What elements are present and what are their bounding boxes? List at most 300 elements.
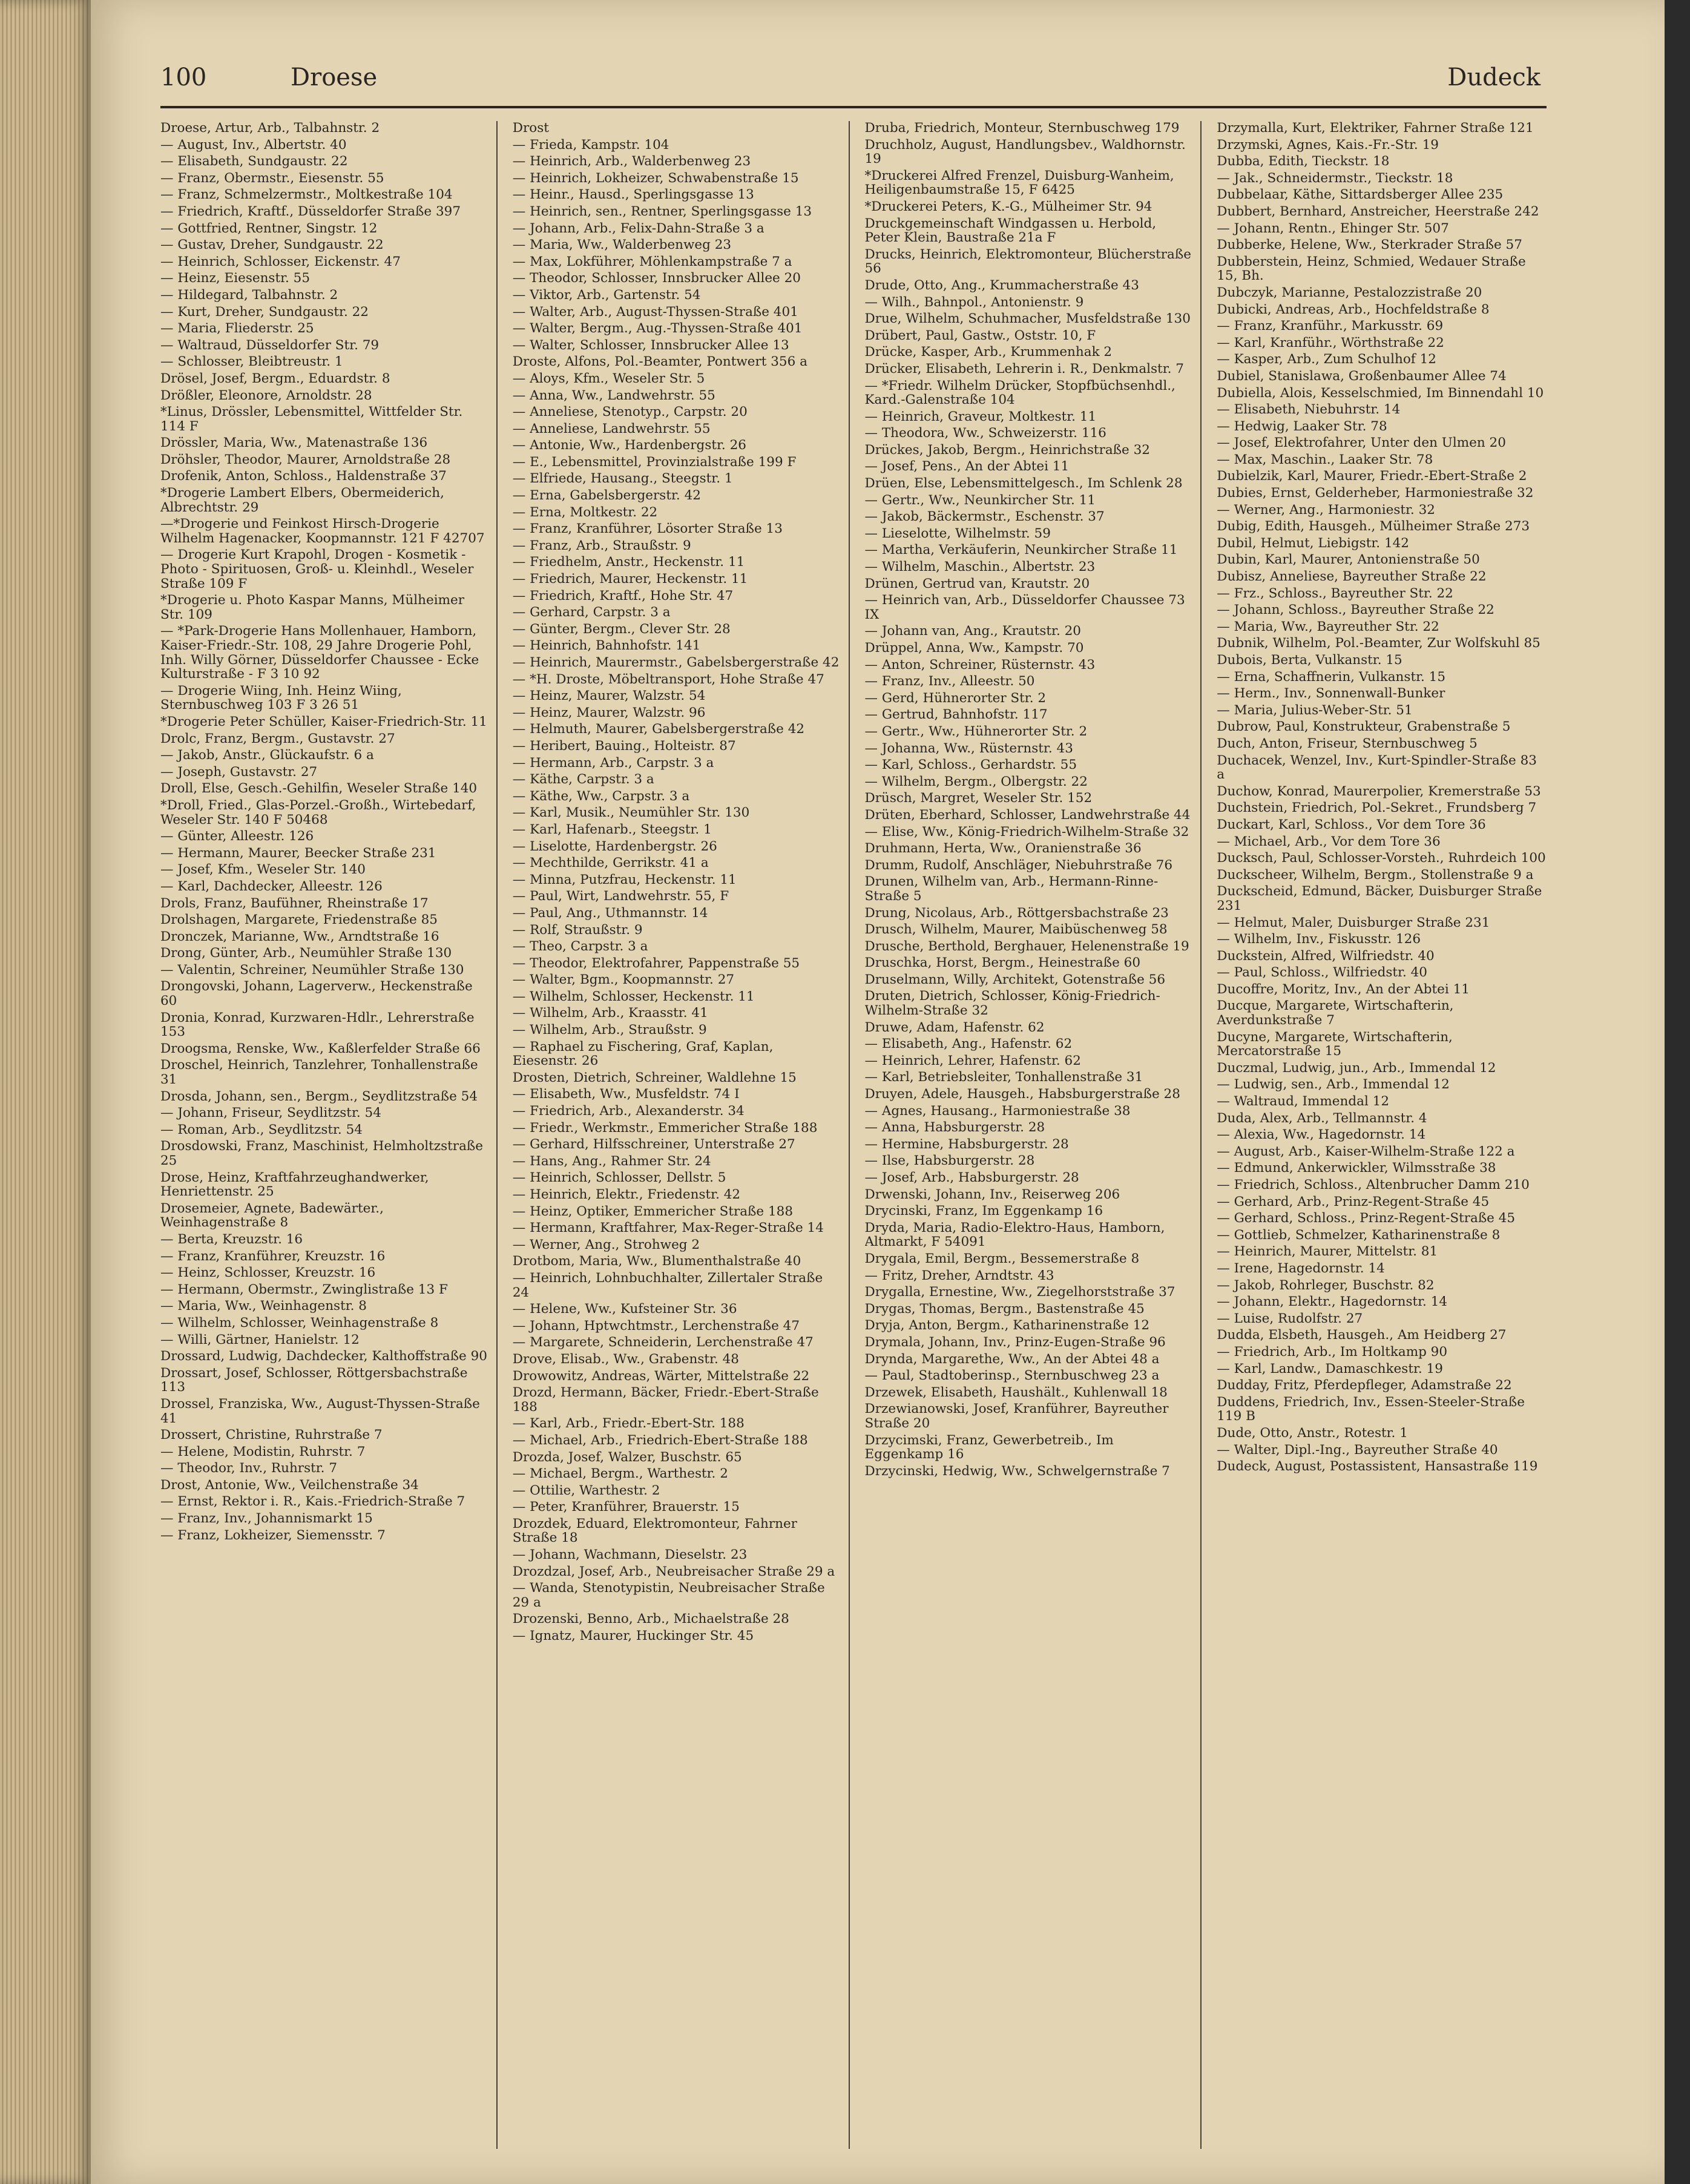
directory-entry: — Johann, Hptwchtmstr., Lerchenstraße 47: [512, 1318, 800, 1334]
directory-entry: Druchholz, August, Handlungsbev., Waldhornstr. 19: [864, 137, 1186, 167]
directory-entry: Drucks, Heinrich, Elektromonteur, Blücherstraße 56: [864, 246, 1191, 277]
directory-entry: Ducksch, Paul, Schlosser-Vorsteh., Ruhrdeich 100: [1217, 850, 1546, 866]
directory-entry: — Franz, Inv., Alleestr. 50: [864, 674, 1035, 689]
directory-entry: — Raphael zu Fischering, Graf, Kaplan, Eiesenstr. 26: [512, 1039, 774, 1069]
directory-entry: — Elisabeth, Ang., Hafenstr. 62: [864, 1036, 1073, 1052]
directory-entry: Drude, Otto, Ang., Krummacherstraße 43: [864, 277, 1139, 293]
directory-entry: — Friedrich, Maurer, Heckenstr. 11: [512, 571, 748, 587]
directory-entry: — Werner, Ang., Harmoniestr. 32: [1217, 502, 1435, 518]
directory-entry: Ducyne, Margarete, Wirtschafterin, Mercatorstraße 15: [1217, 1029, 1453, 1059]
directory-entry: — Jakob, Rohrleger, Buschstr. 82: [1217, 1277, 1435, 1293]
directory-entry: Drowowitz, Andreas, Wärter, Mittelstraße 22: [512, 1368, 810, 1384]
directory-entry: Dröhsler, Theodor, Maurer, Arnoldstraße 28: [160, 452, 451, 467]
directory-entry: Drzewek, Elisabeth, Haushält., Kuhlenwall 18: [864, 1384, 1168, 1400]
directory-entry: Drossart, Josef, Schlosser, Röttgersbachstraße 113: [160, 1365, 468, 1395]
directory-entry: Drücke, Kasper, Arb., Krummenhak 2: [864, 344, 1113, 360]
directory-entry: Duchow, Konrad, Maurerpolier, Kremerstraße 53: [1217, 783, 1541, 799]
directory-entry: Droese, Artur, Arb., Talbahnstr. 2: [160, 121, 380, 136]
directory-entry: — Heinz, Maurer, Walzstr. 96: [512, 705, 706, 720]
directory-entry: Drosemeier, Agnete, Badewärter., Weinhagenstraße 8: [160, 1200, 384, 1231]
directory-entry: — Erna, Gabelsbergerstr. 42: [512, 488, 701, 504]
directory-entry: — Antonie, Ww., Hardenbergstr. 26: [512, 438, 746, 453]
directory-entry: — Heinrich, Schlosser, Eickenstr. 47: [160, 254, 401, 269]
directory-entry: — Drogerie Wiing, Inh. Heinz Wiing, Sternbuschweg 103 F 3 26 51: [160, 683, 402, 713]
directory-entry: Drusch, Wilhelm, Maurer, Maibüschenweg 58: [864, 922, 1168, 938]
directory-entry: — Josef, Kfm., Weseler Str. 140: [160, 862, 366, 878]
directory-entry: Drynda, Margarethe, Ww., An der Abtei 48 a: [864, 1351, 1160, 1367]
directory-entry: — Friedrich, Arb., Alexanderstr. 34: [512, 1104, 745, 1119]
directory-entry: — Friedrich, Kraftf., Hohe Str. 47: [512, 588, 734, 604]
directory-entry: — Gertrud, Bahnhofstr. 117: [864, 707, 1048, 723]
directory-entry: — Aloys, Kfm., Weseler Str. 5: [512, 370, 705, 386]
directory-entry: — Werner, Ang., Strohweg 2: [512, 1237, 700, 1252]
directory-entry: — Heinrich, Bahnhofstr. 141: [512, 638, 701, 654]
directory-entry: Drößler, Eleonore, Arnoldstr. 28: [160, 387, 372, 403]
directory-entry: Duda, Alex, Arb., Tellmannstr. 4: [1217, 1110, 1427, 1126]
directory-entry: — Karl, Betriebsleiter, Tonhallenstraße 31: [864, 1070, 1143, 1085]
directory-entry: — Walter, Arb., August-Thyssen-Straße 401: [512, 304, 798, 320]
directory-entry: — Friedrich, Schloss., Altenbrucher Damm 210: [1217, 1177, 1530, 1192]
directory-entry: Drolc, Franz, Bergm., Gustavstr. 27: [160, 731, 395, 746]
directory-entry: — Johann van, Ang., Krautstr. 20: [864, 623, 1081, 639]
directory-entry: Dubba, Edith, Tieckstr. 18: [1217, 154, 1390, 169]
directory-entry: — Hermann, Obermstr., Zwinglistraße 13 F: [160, 1281, 448, 1297]
directory-entry: Drzymski, Agnes, Kais.-Fr.-Str. 19: [1217, 137, 1439, 153]
directory-entry: — Johann, Elektr., Hagedornstr. 14: [1217, 1294, 1448, 1310]
directory-entry: Drozda, Josef, Walzer, Buschstr. 65: [512, 1449, 742, 1465]
directory-entry: Drung, Nicolaus, Arb., Röttgersbachstraße 23: [864, 905, 1169, 921]
directory-entry: — Günter, Alleestr. 126: [160, 829, 314, 844]
directory-entry: Drongovski, Johann, Lagerverw., Heckenstraße 60: [160, 979, 473, 1009]
directory-entry: Dronczek, Marianne, Ww., Arndtstraße 16: [160, 929, 439, 944]
directory-entry: — Wilhelm, Inv., Fiskusstr. 126: [1217, 932, 1421, 947]
directory-entry: — August, Arb., Kaiser-Wilhelm-Straße 122 a: [1217, 1143, 1515, 1159]
directory-entry: Drumm, Rudolf, Anschläger, Niebuhrstraße 76: [864, 857, 1173, 873]
directory-entry: — Hermann, Kraftfahrer, Max-Reger-Straße 14: [512, 1220, 824, 1236]
directory-entry: Drong, Günter, Arb., Neumühler Straße 130: [160, 946, 452, 961]
directory-entry: — Friedrich, Kraftf., Düsseldorfer Straße 397: [160, 203, 461, 219]
directory-entry: — Karl, Kranführ., Wörthstraße 22: [1217, 335, 1444, 350]
directory-entry: — Maria, Ww., Walderbenweg 23: [512, 237, 732, 253]
directory-entry: — Karl, Arb., Friedr.-Ebert-Str. 188: [512, 1416, 745, 1432]
column-4: [1217, 121, 1553, 2149]
directory-entry: — Drogerie Kurt Krapohl, Drogen - Kosmetik - Photo - Spirituosen, Groß- u. Kleinhdl., Weseler Straße 109 F: [160, 547, 474, 591]
directory-entry: Dubberstein, Heinz, Schmied, Wedauer Straße 15, Bh.: [1217, 254, 1526, 284]
directory-entry: Drossel, Franziska, Ww., August-Thyssen-Straße 41: [160, 1396, 480, 1426]
directory-entry: Duckscheid, Edmund, Bäcker, Duisburger Straße 231: [1217, 884, 1542, 913]
directory-entry: Dudeck, August, Postassistent, Hansastraße 119: [1217, 1459, 1538, 1475]
directory-entry: Drzewianowski, Josef, Kranführer, Bayreuther Straße 20: [864, 1401, 1169, 1431]
directory-entry: — Willi, Gärtner, Hanielstr. 12: [160, 1332, 360, 1347]
directory-entry: — Heinz, Eiesenstr. 55: [160, 271, 311, 286]
directory-entry: Drüsch, Margret, Weseler Str. 152: [864, 791, 1093, 806]
directory-entry: Dubnik, Wilhelm, Pol.-Beamter, Zur Wolfskuhl 85: [1217, 636, 1540, 651]
directory-entry: Drücker, Elisabeth, Lehrerin i. R., Denkmalstr. 7: [864, 361, 1184, 377]
directory-entry: Drygalla, Ernestine, Ww., Ziegelhorststraße 37: [864, 1284, 1175, 1300]
directory-entry: — Gerhard, Schloss., Prinz-Regent-Straße 45: [1217, 1211, 1516, 1226]
directory-entry: — Ignatz, Maurer, Huckinger Str. 45: [512, 1628, 754, 1644]
directory-entry: Drückes, Jakob, Bergm., Heinrichstraße 32: [864, 442, 1150, 458]
directory-entry: — Joseph, Gustavstr. 27: [160, 764, 318, 780]
directory-entry: Dubberke, Helene, Ww., Sterkrader Straße 57: [1217, 237, 1522, 253]
directory-entry: Druten, Dietrich, Schlosser, König-Friedrich-Wilhelm-Straße 32: [864, 988, 1160, 1019]
directory-entry: — Max, Maschin., Laaker Str. 78: [1217, 452, 1433, 467]
directory-entry: — Waltraud, Immendal 12: [1217, 1094, 1390, 1110]
directory-entry: — Viktor, Arb., Gartenstr. 54: [512, 287, 701, 303]
directory-entry: Dubiella, Alois, Kesselschmied, Im Binnendahl 10: [1217, 385, 1544, 401]
directory-entry: — Walter, Schlosser, Innsbrucker Allee 13: [512, 337, 789, 353]
directory-entry: Dubielzik, Karl, Maurer, Friedr.-Ebert-Straße 2: [1217, 469, 1527, 484]
directory-entry: Drygala, Emil, Bergm., Bessemerstraße 8: [864, 1251, 1140, 1266]
directory-entry: — Johann, Wachmann, Dieselstr. 23: [512, 1547, 748, 1563]
directory-entry: — Anna, Ww., Landwehrstr. 55: [512, 387, 715, 403]
directory-entry: — Hermann, Arb., Carpstr. 3 a: [512, 755, 714, 771]
directory-entry: — Heinrich, Maurermstr., Gabelsbergerstraße 42: [512, 655, 840, 670]
directory-entry: *Druckerei Peters, K.-G., Mülheimer Str. 94: [864, 199, 1152, 214]
directory-entry: — Erna, Moltkestr. 22: [512, 504, 658, 520]
directory-entry: Dubil, Helmut, Liebigstr. 142: [1217, 535, 1409, 551]
directory-entry: Drygas, Thomas, Bergm., Bastenstraße 45: [864, 1301, 1145, 1317]
directory-entry: — Hildegard, Talbahnstr. 2: [160, 287, 338, 303]
directory-entry: — Gottlieb, Schmelzer, Katharinenstraße 8: [1217, 1227, 1501, 1243]
directory-entry: — Paul, Schloss., Wilfriedstr. 40: [1217, 965, 1427, 981]
left-running-head: Droese: [291, 64, 378, 91]
directory-entry: — Heinz, Optiker, Emmericher Straße 188: [512, 1203, 794, 1219]
directory-entry: — E., Lebensmittel, Provinzialstraße 199 F: [512, 454, 797, 470]
directory-entry: — Josef, Pens., An der Abtei 11: [864, 459, 1070, 475]
directory-entry: Droste, Alfons, Pol.-Beamter, Pontwert 356 a: [512, 354, 807, 370]
directory-entry: — Walter, Bergm., Aug.-Thyssen-Straße 401: [512, 321, 803, 337]
directory-entry: — Paul, Stadtoberinsp., Sternbuschweg 23 a: [864, 1368, 1160, 1384]
directory-entry: — Gertr., Ww., Neunkircher Str. 11: [864, 492, 1096, 508]
directory-entry: *Droll, Fried., Glas-Porzel.-Großh., Wirtebedarf, Weseler Str. 140 F 50468: [160, 797, 476, 827]
directory-entry: — Hans, Ang., Rahmer Str. 24: [512, 1153, 711, 1169]
directory-entry: Drzycinski, Hedwig, Ww., Schwelgernstraße 7: [864, 1463, 1170, 1479]
directory-entry: — Johann, Schloss., Bayreuther Straße 22: [1217, 602, 1494, 618]
directory-entry: — Heinrich, Lohnbuchhalter, Zillertaler Straße 24: [512, 1270, 823, 1300]
directory-entry: — Karl, Hafenarb., Steegstr. 1: [512, 821, 712, 837]
directory-entry: Druselmann, Willy, Architekt, Gotenstraße 56: [864, 972, 1166, 987]
directory-entry: Drycinski, Franz, Im Eggenkamp 16: [864, 1203, 1103, 1219]
directory-entry: — Josef, Elektrofahrer, Unter den Ulmen 20: [1217, 435, 1506, 451]
directory-entry: *Drogerie u. Photo Kaspar Manns, Mülheimer Str. 109: [160, 593, 465, 622]
directory-entry: — Irene, Hagedornstr. 14: [1217, 1260, 1385, 1276]
directory-entry: — Theodora, Ww., Schweizerstr. 116: [864, 426, 1106, 441]
directory-entry: — Peter, Kranführer, Brauerstr. 15: [512, 1499, 740, 1515]
directory-entry: — Franz, Kranführer, Kreuzstr. 16: [160, 1248, 386, 1264]
directory-entry: — Wilhelm, Schlosser, Heckenstr. 11: [512, 988, 755, 1004]
directory-columns: [160, 121, 1553, 2149]
directory-entry: — Helmuth, Maurer, Gabelsbergerstraße 42: [512, 722, 805, 737]
directory-entry: Drofenik, Anton, Schloss., Haldenstraße 37: [160, 469, 447, 484]
directory-entry: — Frieda, Kampstr. 104: [512, 137, 669, 153]
directory-entry: — Franz, Kranführ., Markusstr. 69: [1217, 318, 1444, 334]
directory-entry: — Roman, Arb., Seydlitzstr. 54: [160, 1122, 363, 1137]
directory-entry: — Josef, Arb., Habsburgerstr. 28: [864, 1170, 1079, 1185]
directory-entry: — Edmund, Ankerwickler, Wilmsstraße 38: [1217, 1160, 1496, 1176]
directory-entry: Duchstein, Friedrich, Pol.-Sekret., Frundsberg 7: [1217, 800, 1537, 816]
directory-entry: — Günter, Bergm., Clever Str. 28: [512, 621, 731, 637]
directory-entry: — Ilse, Habsburgerstr. 28: [864, 1153, 1035, 1169]
directory-entry: — August, Inv., Albertstr. 40: [160, 137, 347, 153]
directory-entry: — Hermine, Habsburgerstr. 28: [864, 1136, 1069, 1152]
column-2: [513, 121, 850, 2149]
directory-entry: Droschel, Heinrich, Tanzlehrer, Tonhallenstraße 31: [160, 1057, 478, 1088]
directory-entry: — Karl, Dachdecker, Alleestr. 126: [160, 878, 383, 894]
directory-entry: Dubbert, Bernhard, Anstreicher, Heerstraße 242: [1217, 203, 1539, 219]
directory-entry: Dryja, Anton, Bergm., Katharinenstraße 12: [864, 1318, 1150, 1334]
directory-entry: Dubrow, Paul, Konstrukteur, Grabenstraße 5: [1217, 719, 1511, 735]
directory-entry: — Johann, Rentn., Ehinger Str. 507: [1217, 220, 1449, 236]
directory-entry: Drössler, Maria, Ww., Matenastraße 136: [160, 435, 428, 451]
directory-entry: — Elisabeth, Sundgaustr. 22: [160, 154, 348, 169]
directory-entry: Drünen, Gertrud van, Krautstr. 20: [864, 576, 1090, 591]
directory-entry: Drozd, Hermann, Bäcker, Friedr.-Ebert-Straße 188: [512, 1385, 819, 1415]
directory-entry: — Gustav, Dreher, Sundgaustr. 22: [160, 237, 384, 253]
directory-entry: — Gerhard, Carpstr. 3 a: [512, 605, 671, 620]
directory-entry: — Walter, Dipl.-Ing., Bayreuther Straße 40: [1217, 1442, 1498, 1458]
directory-entry: Drüen, Else, Lebensmittelgesch., Im Schlenk 28: [864, 476, 1183, 492]
directory-entry: — Johann, Arb., Felix-Dahn-Straße 3 a: [512, 220, 764, 236]
directory-entry: — Gerd, Hühnerorter Str. 2: [864, 690, 1047, 706]
directory-entry: Drusche, Berthold, Berghauer, Helenenstraße 19: [864, 938, 1189, 954]
directory-entry: — Theodor, Elektrofahrer, Pappenstraße 55: [512, 955, 800, 971]
directory-entry: — Maria, Ww., Weinhagenstr. 8: [160, 1298, 367, 1314]
directory-entry: — Lieselotte, Wilhelmstr. 59: [864, 525, 1051, 541]
directory-entry: Ducoffre, Moritz, Inv., An der Abtei 11: [1217, 981, 1470, 997]
directory-entry: — Helmut, Maler, Duisburger Straße 231: [1217, 915, 1490, 930]
directory-entry: — Fritz, Dreher, Arndtstr. 43: [864, 1268, 1054, 1283]
directory-entry: Druhmann, Herta, Ww., Oranienstraße 36: [864, 841, 1142, 857]
directory-entry: — Helene, Ww., Kufsteiner Str. 36: [512, 1301, 737, 1317]
book-page-edges: [0, 0, 91, 2184]
directory-entry: — Friedrich, Arb., Im Holtkamp 90: [1217, 1344, 1448, 1360]
directory-entry: Drose, Heinz, Kraftfahrzeughandwerker, Henriettenstr. 25: [160, 1169, 429, 1200]
directory-entry: Dubin, Karl, Maurer, Antonienstraße 50: [1217, 552, 1480, 568]
directory-entry: — Maria, Julius-Weber-Str. 51: [1217, 702, 1413, 718]
directory-entry: Drüppel, Anna, Ww., Kampstr. 70: [864, 640, 1084, 656]
directory-entry: — Friedhelm, Anstr., Heckenstr. 11: [512, 554, 745, 570]
directory-entry: — Karl, Landw., Damaschkestr. 19: [1217, 1361, 1443, 1377]
directory-entry: — Franz, Obermstr., Eiesenstr. 55: [160, 170, 384, 186]
directory-entry: — Maria, Ww., Bayreuther Str. 22: [1217, 619, 1439, 634]
directory-entry: — Franz, Arb., Straußstr. 9: [512, 538, 691, 553]
directory-entry: Dubczyk, Marianne, Pestalozzistraße 20: [1217, 285, 1482, 300]
directory-entry: — Theodor, Schlosser, Innsbrucker Allee 20: [512, 271, 801, 286]
directory-entry: Druckgemeinschaft Windgassen u. Herbold, Peter Klein, Baustraße 21a F: [864, 215, 1157, 246]
directory-entry: Dubisz, Anneliese, Bayreuther Straße 22: [1217, 569, 1487, 585]
directory-entry: Dude, Otto, Anstr., Rotestr. 1: [1217, 1425, 1408, 1441]
directory-entry: — Heinrich, Arb., Walderbenweg 23: [512, 154, 751, 169]
directory-entry: — Jakob, Bäckermstr., Eschenstr. 37: [864, 509, 1105, 525]
directory-entry: — Michael, Arb., Friedrich-Ebert-Straße 188: [512, 1432, 808, 1448]
directory-entry: — Wilh., Bahnpol., Antonienstr. 9: [864, 294, 1084, 310]
directory-entry: — Liselotte, Hardenbergstr. 26: [512, 838, 717, 854]
directory-entry: Druschka, Horst, Bergm., Heinestraße 60: [864, 955, 1141, 971]
directory-entry: Drzycimski, Franz, Gewerbetreib., Im Eggenkamp 16: [864, 1432, 1114, 1462]
directory-entry: Dudda, Elsbeth, Hausgeh., Am Heidberg 27: [1217, 1327, 1507, 1343]
directory-entry: — *Park-Drogerie Hans Mollenhauer, Hamborn, Kaiser-Friedr.-Str. 108, 29 Jahre Drogerie Pohl, Inh. Willy Görner, Düsseldorfer Chaussee - Ecke Kulturstraße - F 3 10 92: [160, 623, 479, 682]
page-number: 100: [160, 64, 207, 91]
directory-entry: — Maria, Fliederstr. 25: [160, 321, 314, 337]
directory-entry: Duckscheer, Wilhelm, Bergm., Stollenstraße 9 a: [1217, 867, 1534, 883]
directory-entry: Drosdowski, Franz, Maschinist, Helmholtzstraße 25: [160, 1139, 483, 1168]
directory-entry: — Ottilie, Warthestr. 2: [512, 1482, 660, 1498]
directory-entry: Drozenski, Benno, Arb., Michaelstraße 28: [512, 1611, 789, 1627]
directory-entry: — Heinrich, Lokheizer, Schwabenstraße 15: [512, 170, 799, 186]
directory-entry: — Kasper, Arb., Zum Schulhof 12: [1217, 352, 1436, 367]
directory-entry: Dubicki, Andreas, Arb., Hochfeldstraße 8: [1217, 301, 1490, 317]
directory-entry: — Elise, Ww., König-Friedrich-Wilhelm-Straße 32: [864, 824, 1189, 840]
directory-entry: Drossert, Christine, Ruhrstraße 7: [160, 1427, 383, 1443]
directory-entry: — Gottfried, Rentner, Singstr. 12: [160, 220, 378, 236]
directory-entry: Dubois, Berta, Vulkanstr. 15: [1217, 653, 1402, 668]
directory-entry: — Hermann, Maurer, Beecker Straße 231: [160, 845, 436, 861]
directory-entry: — Heinz, Maurer, Walzstr. 54: [512, 688, 706, 704]
directory-entry: — Theo, Carpstr. 3 a: [512, 939, 648, 955]
directory-entry: Dubig, Edith, Hausgeh., Mülheimer Straße 273: [1217, 519, 1530, 534]
directory-entry: — Jak., Schneidermstr., Tieckstr. 18: [1217, 170, 1453, 186]
directory-entry: Drozdzal, Josef, Arb., Neubreisacher Straße 29 a: [512, 1564, 835, 1579]
directory-entry: — Hedwig, Laaker Str. 78: [1217, 418, 1387, 434]
directory-entry: Drosda, Johann, sen., Bergm., Seydlitzstraße 54: [160, 1088, 478, 1104]
directory-entry: Drossard, Ludwig, Dachdecker, Kalthoffstraße 90: [160, 1349, 487, 1364]
directory-entry: *Drogerie Lambert Elbers, Obermeiderich, Albrechtstr. 29: [160, 485, 444, 515]
directory-entry: — Anton, Schreiner, Rüsternstr. 43: [864, 657, 1096, 673]
column-3: [865, 121, 1202, 2149]
directory-entry: — Heinz, Schlosser, Kreuzstr. 16: [160, 1265, 376, 1281]
directory-entry: — Friedr., Werkmstr., Emmericher Straße 188: [512, 1120, 818, 1136]
directory-entry: — Heinrich, sen., Rentner, Sperlingsgasse 13: [512, 203, 812, 219]
directory-entry: — Michael, Arb., Vor dem Tore 36: [1217, 834, 1441, 849]
directory-entry: — Walter, Bgm., Koopmannstr. 27: [512, 972, 735, 988]
directory-entry: — Elisabeth, Ww., Musfeldstr. 74 I: [512, 1087, 740, 1102]
directory-entry: Duddens, Friedrich, Inv., Essen-Steeler-Straße 119 B: [1217, 1394, 1525, 1424]
directory-entry: Drzymalla, Kurt, Elektriker, Fahrner Straße 121: [1217, 121, 1534, 136]
directory-entry: Dronia, Konrad, Kurzwaren-Hdlr., Lehrerstraße 153: [160, 1010, 475, 1040]
directory-entry: — Franz, Lokheizer, Siemensstr. 7: [160, 1527, 386, 1543]
directory-entry: Druyen, Adele, Hausgeh., Habsburgerstraße 28: [864, 1087, 1180, 1102]
directory-entry: Drosten, Dietrich, Schreiner, Waldlehne 15: [512, 1070, 797, 1085]
directory-entry: — Alexia, Ww., Hagedornstr. 14: [1217, 1127, 1426, 1143]
directory-entry: — Rolf, Straußstr. 9: [512, 922, 643, 938]
directory-entry: — Käthe, Carpstr. 3 a: [512, 772, 654, 788]
directory-entry: — Mechthilde, Gerrikstr. 41 a: [512, 855, 709, 871]
directory-entry: — Elisabeth, Niebuhrstr. 14: [1217, 402, 1401, 418]
directory-entry: Droll, Else, Gesch.-Gehilfin, Weseler Straße 140: [160, 781, 478, 797]
directory-entry: — Jakob, Anstr., Glückaufstr. 6 a: [160, 748, 374, 763]
directory-entry: — Kurt, Dreher, Sundgaustr. 22: [160, 304, 369, 320]
directory-entry: — Martha, Verkäuferin, Neunkircher Straße 11: [864, 542, 1178, 558]
directory-entry: — Paul, Wirt, Landwehrstr. 55, F: [512, 889, 729, 904]
directory-entry: — Gerhard, Hilfsschreiner, Unterstraße 27: [512, 1137, 795, 1153]
directory-entry: — Heinrich van, Arb., Düsseldorfer Chaussee 73 IX: [864, 593, 1185, 622]
directory-entry: — Erna, Schaffnerin, Vulkanstr. 15: [1217, 669, 1446, 685]
directory-entry: Drymala, Johann, Inv., Prinz-Eugen-Straße 96: [864, 1334, 1166, 1350]
directory-entry: — Luise, Rudolfstr. 27: [1217, 1311, 1363, 1326]
directory-entry: — Wilhelm, Arb., Kraasstr. 41: [512, 1005, 708, 1021]
directory-entry: — Heinrich, Elektr., Friedenstr. 42: [512, 1187, 741, 1202]
directory-entry: Drotbom, Maria, Ww., Blumenthalstraße 40: [512, 1254, 801, 1269]
directory-entry: — Heinrich, Graveur, Moltkestr. 11: [864, 409, 1097, 424]
directory-entry: Duckstein, Alfred, Wilfriedstr. 40: [1217, 948, 1435, 964]
directory-entry: — Wilhelm, Maschin., Albertstr. 23: [864, 559, 1096, 575]
directory-entry: — *Friedr. Wilhelm Drücker, Stopfbüchsenhdl., Kard.-Galenstraße 104: [864, 378, 1175, 408]
directory-entry: — Berta, Kreuzstr. 16: [160, 1231, 303, 1247]
directory-entry: — Margarete, Schneiderin, Lerchenstraße 47: [512, 1335, 814, 1350]
directory-entry: — Heribert, Bauing., Holteistr. 87: [512, 738, 736, 754]
directory-entry: Drwenski, Johann, Inv., Reiserweg 206: [864, 1186, 1120, 1202]
directory-entry: Drunen, Wilhelm van, Arb., Hermann-Rinne-Straße 5: [864, 874, 1159, 904]
directory-entry: — Franz, Inv., Johannismarkt 15: [160, 1511, 373, 1527]
directory-entry: — Ernst, Rektor i. R., Kais.-Friedrich-Straße 7: [160, 1494, 465, 1510]
directory-entry: —*Drogerie und Feinkost Hirsch-Drogerie Wilhelm Hagenacker, Koopmannstr. 121 F 42707: [160, 516, 485, 546]
directory-entry: Drozdek, Eduard, Elektromonteur, Fahrner Straße 18: [512, 1516, 797, 1546]
directory-entry: Droogsma, Renske, Ww., Kaßlerfelder Straße 66: [160, 1041, 481, 1056]
directory-entry: Druba, Friedrich, Monteur, Sternbuschweg 179: [864, 121, 1180, 136]
directory-entry: — Theodor, Inv., Ruhrstr. 7: [160, 1461, 338, 1476]
directory-entry: — Heinrich, Maurer, Mittelstr. 81: [1217, 1244, 1438, 1260]
directory-entry: Duchacek, Wenzel, Inv., Kurt-Spindler-Straße 83 a: [1217, 752, 1537, 783]
directory-entry: — Paul, Ang., Uthmannstr. 14: [512, 905, 708, 921]
directory-entry: — Gerhard, Arb., Prinz-Regent-Straße 45: [1217, 1194, 1490, 1209]
directory-entry: Dubbelaar, Käthe, Sittardsberger Allee 235: [1217, 187, 1504, 203]
directory-entry: — Heinrich, Schlosser, Dellstr. 5: [512, 1170, 726, 1186]
directory-entry: — Heinrich, Lehrer, Hafenstr. 62: [864, 1053, 1081, 1068]
right-running-head: Dudeck: [1447, 64, 1540, 91]
directory-entry: Dubiel, Stanislawa, Großenbaumer Allee 74: [1217, 368, 1507, 384]
directory-entry: — *H. Droste, Möbeltransport, Hohe Straße 47: [512, 671, 824, 687]
directory-entry: Dubies, Ernst, Gelderheber, Harmoniestraße 32: [1217, 485, 1534, 501]
directory-entry: — Karl, Musik., Neumühler Str. 130: [512, 805, 750, 821]
directory-entry: — Anneliese, Stenotyp., Carpstr. 20: [512, 404, 748, 420]
directory-entry: Dryda, Maria, Radio-Elektro-Haus, Hamborn, Altmarkt, F 54091: [864, 1220, 1165, 1250]
directory-entry: — Johann, Friseur, Seydlitzstr. 54: [160, 1105, 381, 1121]
directory-entry: — Anneliese, Landwehrstr. 55: [512, 421, 711, 436]
directory-entry: Drue, Wilhelm, Schuhmacher, Musfeldstraße 130: [864, 311, 1191, 327]
directory-entry: Drost: [512, 121, 549, 136]
directory-entry: Duch, Anton, Friseur, Sternbuschweg 5: [1217, 735, 1478, 751]
directory-entry: — Michael, Bergm., Warthestr. 2: [512, 1466, 728, 1482]
directory-entry: *Linus, Drössler, Lebensmittel, Wittfelder Str. 114 F: [160, 404, 463, 434]
directory-entry: Drost, Antonie, Ww., Veilchenstraße 34: [160, 1477, 419, 1493]
directory-entry: *Druckerei Alfred Frenzel, Duisburg-Wanheim, Heiligenbaumstraße 15, F 6425: [864, 168, 1174, 198]
directory-entry: Drols, Franz, Baufühner, Rheinstraße 17: [160, 895, 429, 911]
directory-entry: — Wilhelm, Bergm., Olbergstr. 22: [864, 774, 1088, 789]
directory-entry: — Frz., Schloss., Bayreuther Str. 22: [1217, 585, 1453, 601]
directory-entry: — Herm., Inv., Sonnenwall-Bunker: [1217, 686, 1445, 702]
directory-entry: — Franz, Schmelzermstr., Moltkestraße 104: [160, 187, 453, 203]
scan-background: [1665, 0, 1690, 2184]
directory-entry: — Wanda, Stenotypistin, Neubreisacher Straße 29 a: [512, 1580, 825, 1610]
directory-entry: — Agnes, Hausang., Harmoniestraße 38: [864, 1103, 1131, 1119]
directory-entry: Drübert, Paul, Gastw., Oststr. 10, F: [864, 327, 1096, 343]
directory-entry: Ducque, Margarete, Wirtschafterin, Averdunkstraße 7: [1217, 998, 1454, 1028]
directory-entry: Drove, Elisab., Ww., Grabenstr. 48: [512, 1351, 739, 1367]
directory-entry: — Elfriede, Hausang., Steegstr. 1: [512, 471, 733, 487]
directory-entry: *Drogerie Peter Schüller, Kaiser-Friedrich-Str. 11: [160, 714, 487, 729]
directory-entry: — Ludwig, sen., Arb., Immendal 12: [1217, 1077, 1450, 1093]
column-1: [160, 121, 498, 2149]
directory-entry: — Karl, Schloss., Gerhardstr. 55: [864, 757, 1077, 773]
directory-entry: — Gertr., Ww., Hühnerorter Str. 2: [864, 723, 1088, 739]
directory-entry: Duckart, Karl, Schloss., Vor dem Tore 36: [1217, 817, 1486, 832]
directory-entry: Drüten, Eberhard, Schlosser, Landwehrstraße 44: [864, 807, 1191, 823]
directory-entry: — Wilhelm, Arb., Straußstr. 9: [512, 1022, 707, 1038]
directory-entry: Drösel, Josef, Bergm., Eduardstr. 8: [160, 370, 390, 386]
directory-entry: — Waltraud, Düsseldorfer Str. 79: [160, 337, 380, 353]
directory-entry: — Heinr., Hausd., Sperlingsgasse 13: [512, 187, 754, 203]
